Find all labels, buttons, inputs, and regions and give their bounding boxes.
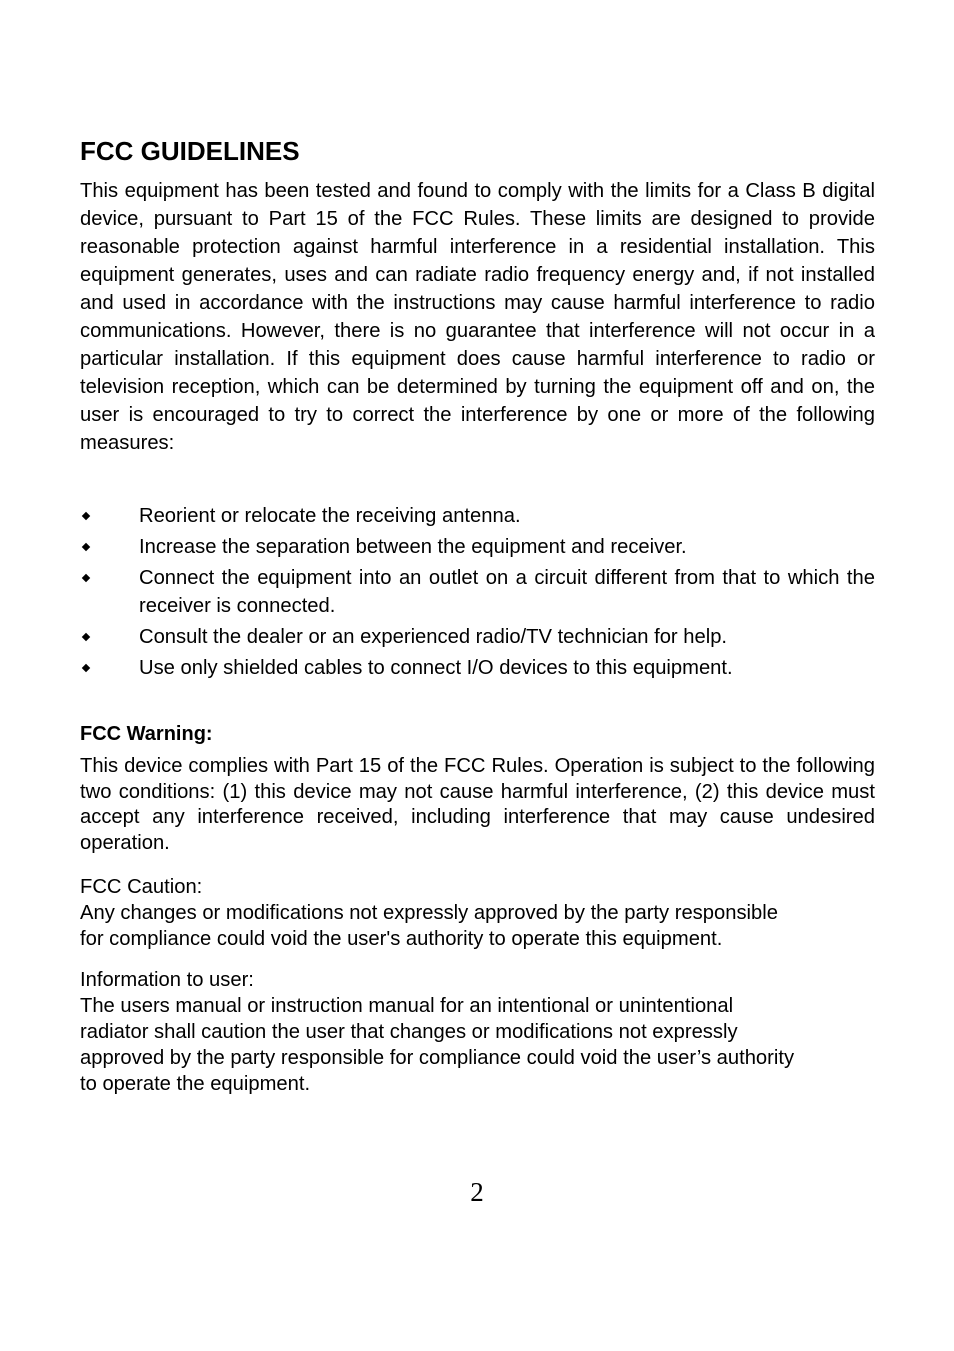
list-item bbox=[80, 564, 875, 620]
diamond-bullet-icon bbox=[82, 664, 90, 672]
list-item bbox=[80, 502, 875, 530]
list-item bbox=[80, 623, 875, 651]
page-number: 2 bbox=[470, 1177, 484, 1207]
list-item-text: Increase the separation between the equipment and receiver. bbox=[139, 536, 687, 558]
caution-heading: FCC Caution: bbox=[80, 876, 203, 898]
warning-heading: FCC Warning: bbox=[80, 723, 213, 745]
list-item-text: Consult the dealer or an experienced radio/TV technician for help. bbox=[139, 626, 728, 648]
info-line: approved by the party responsible for compliance could void the user’s authority bbox=[80, 1047, 795, 1069]
list-item-text: Reorient or relocate the receiving antenna. bbox=[139, 505, 521, 527]
info-line: radiator shall caution the user that changes or modifications not expressly bbox=[80, 1021, 738, 1043]
list-item bbox=[80, 533, 875, 561]
info-line: The users manual or instruction manual for an intentional or unintentional bbox=[80, 995, 734, 1017]
warning-paragraph: This device complies with Part 15 of the FCC Rules. Operation is subject to the following two conditions: (1) this device may not cause harmful interference, (2) this device must accept any interference received, including interference that may cause undesired operation. bbox=[80, 755, 875, 855]
diamond-bullet-icon bbox=[82, 633, 90, 641]
diamond-bullet-icon bbox=[82, 574, 90, 582]
list-item-text: Use only shielded cables to connect I/O devices to this equipment. bbox=[139, 657, 733, 679]
caution-section bbox=[80, 874, 875, 952]
diamond-bullet-icon bbox=[82, 512, 90, 520]
list-item bbox=[80, 654, 875, 682]
caution-line: Any changes or modifications not expressly approved by the party responsible bbox=[80, 902, 778, 924]
info-heading: Information to user: bbox=[80, 969, 254, 991]
info-section bbox=[80, 967, 875, 1097]
measures-list bbox=[80, 502, 875, 685]
diamond-bullet-icon bbox=[82, 543, 90, 551]
intro-paragraph: This equipment has been tested and found to comply with the limits for a Class B digital device, pursuant to Part 15 of the FCC Rules. These limits are designed to provide reasonable protection against harmful interference in a residential installation. This equipment generates, uses and can radiate radio frequency energy and, if not installed and used in accordance with the instructions may cause harmful interference to radio communications. However, there is no guarantee that interference will not occur in a particular installation. If this equipment does cause harmful interference to radio or television reception, which can be determined by turning the equipment off and on, the user is encouraged to try to correct the interference by one or more of the following measures: bbox=[80, 180, 875, 454]
page-title: FCC GUIDELINES bbox=[80, 136, 300, 166]
list-item-text: Connect the equipment into an outlet on a circuit different from that to which the receiver is connected. bbox=[139, 567, 875, 617]
caution-line: for compliance could void the user's authority to operate this equipment. bbox=[80, 928, 723, 950]
info-line: to operate the equipment. bbox=[80, 1073, 311, 1095]
